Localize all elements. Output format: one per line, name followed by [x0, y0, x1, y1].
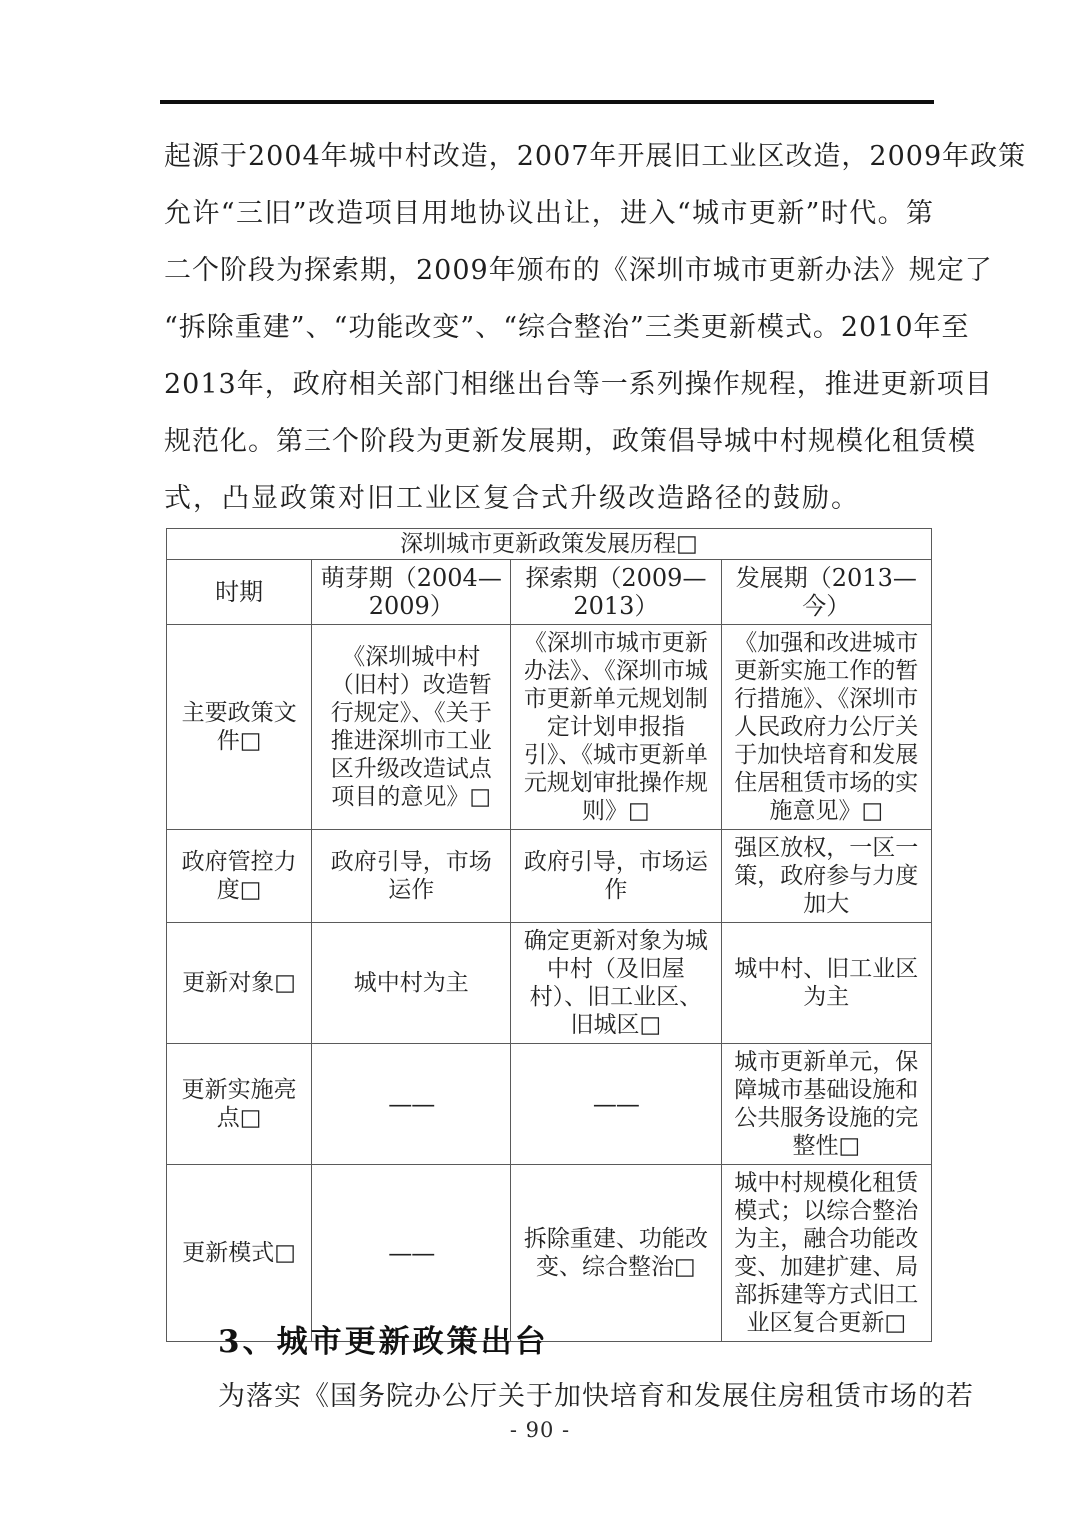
paragraph-line: 2013年，政府相关部门相继出台等一系列操作规程，推进更新项目 — [164, 369, 993, 400]
row-header-cell: 更新对象□ — [167, 923, 312, 1044]
table-header-row — [167, 560, 932, 625]
row-header-cell: 政府管控力度□ — [167, 830, 312, 923]
column-header-period: 时期 — [167, 560, 312, 625]
paragraph-line: 规范化。第三个阶段为更新发展期，政策倡导城中村规模化租赁模 — [164, 426, 976, 457]
table-cell: —— — [511, 1044, 721, 1165]
table-cell: 强区放权，一区一策，政府参与力度加大 — [721, 830, 931, 923]
paragraph-line: 允许“三旧”改造项目用地协议出让，进入“城市更新”时代。第 — [164, 198, 934, 229]
table-cell: 政府引导，市场运作 — [312, 830, 511, 923]
table-cell: 城中村、旧工业区为主 — [721, 923, 931, 1044]
paragraph-line: “拆除重建”、“功能改变”、“综合整治”三类更新模式。2010年至 — [164, 312, 970, 343]
paragraph-line: 起源于2004年城中村改造，2007年开展旧工业区改造，2009年政策 — [164, 141, 1027, 172]
table-cell: 城中村规模化租赁模式；以综合整治为主，融合功能改变、加建扩建、局部拆建等方式旧工业区复合更新□ — [721, 1165, 931, 1342]
table-row-implementation-highlight — [167, 1044, 932, 1165]
table-row-government-control — [167, 830, 932, 923]
row-header-cell: 更新模式□ — [167, 1165, 312, 1342]
column-header-exploration: 探索期（2009—2013） — [511, 560, 721, 625]
table-title-row — [167, 529, 932, 560]
table-title: 深圳城市更新政策发展历程□ — [167, 529, 932, 560]
table-cell: 城中村为主 — [312, 923, 511, 1044]
row-header-cell: 更新实施亮点□ — [167, 1044, 312, 1165]
paragraph-line: 式，凸显政策对旧工业区复合式升级改造路径的鼓励。 — [164, 483, 860, 514]
row-header-cell: 主要政策文件□ — [167, 625, 312, 830]
intro-paragraph — [164, 128, 1027, 527]
table-row-renewal-mode — [167, 1165, 932, 1342]
table-cell: 政府引导，市场运作 — [511, 830, 721, 923]
table-row-policy-documents — [167, 625, 932, 830]
policy-table-container — [166, 528, 932, 1342]
column-header-development: 发展期（2013—今） — [721, 560, 931, 625]
table-cell: 《深圳市城市更新办法》、《深圳市城市更新单元规划制定计划申报指引》、《城市更新单元规划审批操作规则》□ — [511, 625, 721, 830]
table-row-renewal-target — [167, 923, 932, 1044]
column-header-germination: 萌芽期（2004—2009） — [312, 560, 511, 625]
page-number: - 90 - — [509, 1418, 571, 1442]
table-cell: 确定更新对象为城中村（及旧屋村）、旧工业区、旧城区□ — [511, 923, 721, 1044]
table-cell: —— — [312, 1165, 511, 1342]
closing-paragraph: 为落实《国务院办公厅关于加快培育和发展住房租赁市场的若 — [218, 1381, 974, 1412]
paragraph-line: 二个阶段为探索期，2009年颁布的《深圳市城市更新办法》规定了 — [164, 255, 993, 286]
section-heading: 3、城市更新政策出台 — [218, 1324, 549, 1360]
table-cell: 《深圳城中村（旧村）改造暂行规定》、《关于推进深圳市工业区升级改造试点项目的意见》□ — [312, 625, 511, 830]
header-rule — [160, 100, 934, 104]
policy-development-table — [166, 528, 932, 1342]
table-cell: —— — [312, 1044, 511, 1165]
table-cell: 《加强和改进城市更新实施工作的暂行措施》、《深圳市人民政府力公厅关于加快培育和发展住居租赁市场的实施意见》□ — [721, 625, 931, 830]
table-cell: 拆除重建、功能改变、综合整治□ — [511, 1165, 721, 1342]
table-cell: 城市更新单元，保障城市基础设施和公共服务设施的完整性□ — [721, 1044, 931, 1165]
